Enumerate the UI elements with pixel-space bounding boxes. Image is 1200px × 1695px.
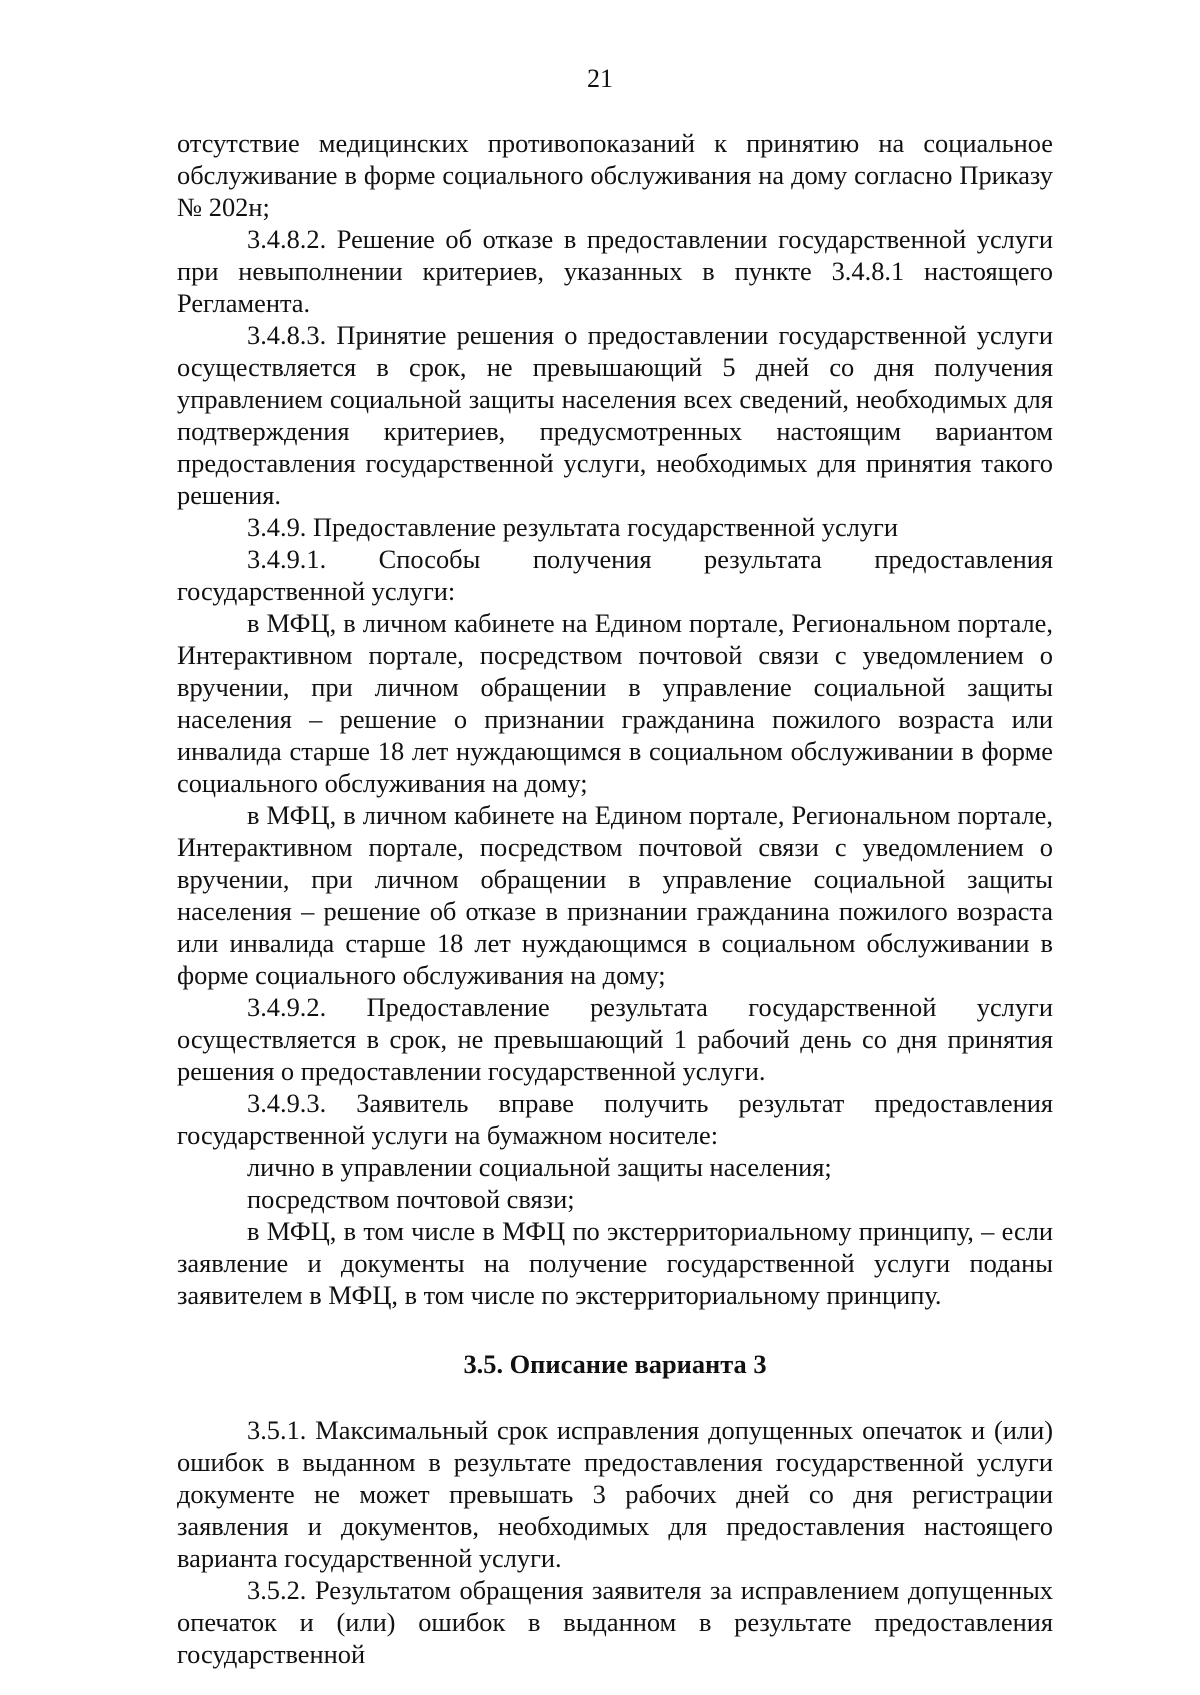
- paragraph-3-4-8-2: 3.4.8.2. Решение об отказе в предоставлении государственной услуги при невыполнении критериев, указанных в пункте 3.4.8.1 настоящего Регламента.: [177, 224, 1053, 318]
- paragraph-3-5-1: 3.5.1. Максимальный срок исправления допущенных опечаток и (или) ошибок в выданном в результате предоставления государственной услуги документе не может превышать 3 рабочих дней со дня регистрации заявления и документов, необходимых для предоставления настоящего варианта государственной услуги.: [177, 1415, 1053, 1573]
- paragraph-mfc: в МФЦ, в том числе в МФЦ по экстерриториальному принципу, – если заявление и документы на получение государственной услуги поданы заявителем в МФЦ, в том числе по экстерриториальному принципу.: [177, 1216, 1053, 1310]
- paragraph-3-4-9-2: 3.4.9.2. Предоставление результата государственной услуги осуществляется в срок, не превышающий 1 рабочий день со дня принятия решения о предоставлении государственной услуги.: [177, 992, 1053, 1086]
- paragraph-3-4-9: 3.4.9. Предоставление результата государственной услуги: [247, 512, 899, 542]
- paragraph-in-person: лично в управлении социальной защиты населения;: [247, 1152, 832, 1182]
- document-body: [177, 127, 1053, 1670]
- paragraph-result-approval: в МФЦ, в личном кабинете на Едином портале, Региональном портале, Интерактивном портале, посредством почтовой связи с уведомлением о вручении, при личном обращении в управление социальной защиты населения – решение о признании гражданина пожилого возраста или инвалида старше 18 лет нуждающимся в социальном обслуживании в форме социального обслуживания на дому;: [177, 608, 1053, 798]
- paragraph-3-5-2: 3.5.2. Результатом обращения заявителя за исправлением допущенных опечаток и (или) ошибок в выданном в результате предоставления государственной: [177, 1575, 1053, 1669]
- page-number: 21: [587, 64, 613, 93]
- section-heading: 3.5. Описание варианта 3: [463, 1349, 767, 1379]
- paragraph-3-4-9-3: 3.4.9.3. Заявитель вправе получить результат предоставления государственной услуги на бумажном носителе:: [177, 1088, 1053, 1150]
- paragraph-by-mail: посредством почтовой связи;: [247, 1184, 575, 1214]
- paragraph-3-4-8-3: 3.4.8.3. Принятие решения о предоставлении государственной услуги осуществляется в срок, не превышающий 5 дней со дня получения управлением социальной защиты населения всех сведений, необходимых для подтверждения критериев, предусмотренных настоящим вариантом предоставления государственной услуги, необходимых для принятия такого решения.: [177, 320, 1053, 510]
- paragraph-3-4-9-1: 3.4.9.1. Способы получения результата предоставления государственной услуги:: [177, 544, 1053, 606]
- paragraph-result-refusal: в МФЦ, в личном кабинете на Едином портале, Региональном портале, Интерактивном портале, посредством почтовой связи с уведомлением о вручении, при личном обращении в управление социальной защиты населения – решение об отказе в признании гражданина пожилого возраста или инвалида старше 18 лет нуждающимся в социальном обслуживании в форме социального обслуживания на дому;: [177, 800, 1053, 990]
- paragraph-contraindications: отсутствие медицинских противопоказаний к принятию на социальное обслуживание в форме социального обслуживания на дому согласно Приказу № 202н;: [177, 128, 1053, 222]
